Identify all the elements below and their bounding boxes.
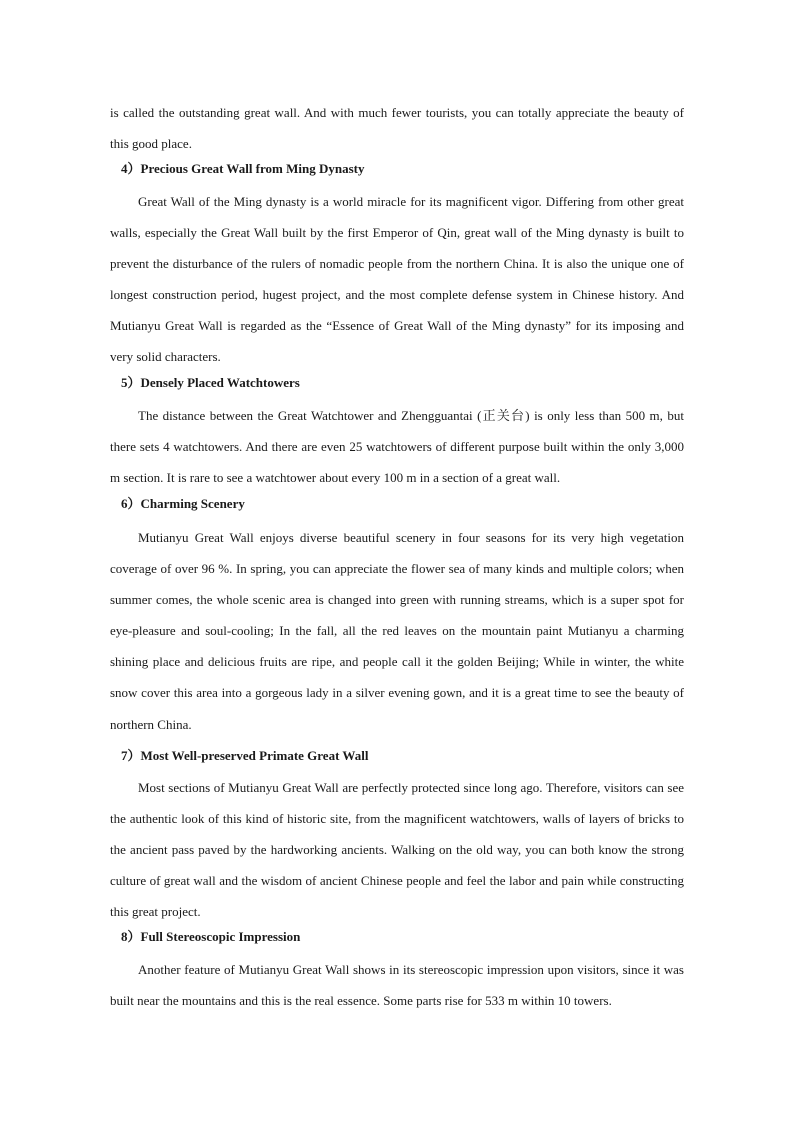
section-4-paragraph: Great Wall of the Ming dynasty is a world miracle for its magnificent vigor. Differing from other great walls, especially the Great Wall built by the first Emperor of Qin, great wall of the Ming dynasty is built to prevent the disturbance of the rulers of nomadic people from the northern China. It is also the unique one of longest construction period, hugest project, and the most complete defense system in Chinese history. And Mutianyu Great Wall is regarded as the “Essence of Great Wall of the Ming dynasty” for its imposing and very solid characters. bbox=[110, 194, 684, 365]
section-4-heading: 4）Precious Great Wall from Ming Dynasty bbox=[121, 161, 365, 176]
section-5-heading: 5）Densely Placed Watchtowers bbox=[121, 375, 300, 390]
intro-paragraph: is called the outstanding great wall. And with much fewer tourists, you can totally appreciate the beauty of this good place. bbox=[110, 105, 684, 152]
section-8-paragraph: Another feature of Mutianyu Great Wall shows in its stereoscopic impression upon visitors, since it was built near the mountains and this is the real essence. Some parts rise for 533 m within 10 towers. bbox=[110, 962, 684, 1009]
section-6-heading: 6）Charming Scenery bbox=[121, 496, 245, 511]
section-8-heading: 8）Full Stereoscopic Impression bbox=[121, 929, 301, 944]
section-7-heading: 7）Most Well-preserved Primate Great Wall bbox=[121, 748, 369, 763]
section-7-paragraph: Most sections of Mutianyu Great Wall are perfectly protected since long ago. Therefore, visitors can see the authentic look of this kind of historic site, from the magnificent watchtowers, walls of layers of bricks to the ancient pass paved by the hardworking ancients. Walking on the old way, you can both know the strong culture of great wall and the wisdom of ancient Chinese people and feel the labor and pain while constructing this great project. bbox=[110, 780, 684, 920]
section-5-paragraph: The distance between the Great Watchtower and Zhengguantai (正关台) is only less than 500 m, but there sets 4 watchtowers. And there are even 25 watchtowers of different purpose built within the only 3,000 m section. It is rare to see a watchtower about every 100 m in a section of a great wall. bbox=[110, 408, 684, 486]
section-6-paragraph: Mutianyu Great Wall enjoys diverse beautiful scenery in four seasons for its very high vegetation coverage of over 96 %. In spring, you can appreciate the flower sea of many kinds and multiple colors; when summer comes, the whole scenic area is changed into green with running streams, which is a super spot for eye-pleasure and soul-cooling; In the fall, all the red leaves on the mountain paint Mutianyu a charming shining place and delicious fruits are ripe, and people call it the golden Beijing; While in winter, the white snow cover this area into a gorgeous lady in a silver evening gown, and it is a great time to see the beauty of northern China. bbox=[110, 530, 684, 732]
